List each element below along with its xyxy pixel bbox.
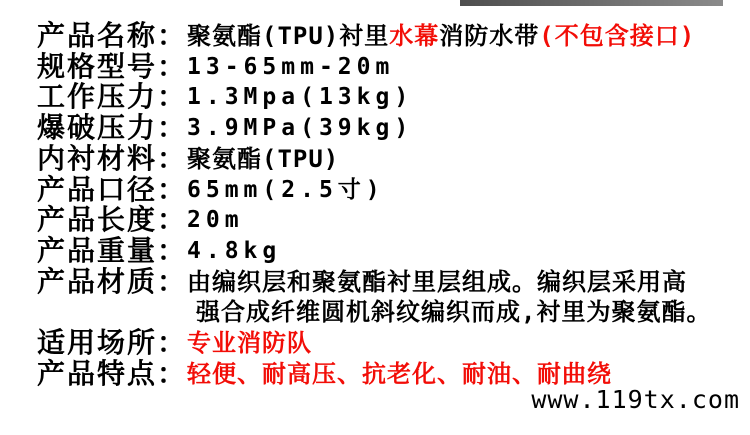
spec-value <box>187 175 385 206</box>
spec-value <box>187 205 244 236</box>
spec-value-segment-black: 65mm(2.5寸) <box>187 176 385 203</box>
spec-value-segment-red: (不包含接口) <box>539 22 696 50</box>
spec-row-application <box>0 328 750 359</box>
spec-label: 爆破压力： <box>37 112 188 144</box>
spec-row-weight <box>0 236 750 267</box>
spec-value-segment-black: 由编织层和聚氨酯衬里层组成。编织层采用高 <box>187 267 688 296</box>
spec-value-segment-black: 20m <box>187 207 244 234</box>
spec-value <box>187 267 711 328</box>
spec-value-segment-black: 1.3Mpa(13kg) <box>187 84 414 111</box>
spec-label: 内衬材料： <box>37 142 188 174</box>
spec-list <box>0 21 750 389</box>
spec-value-line <box>187 21 695 52</box>
spec-label: 规格型号： <box>37 50 188 82</box>
spec-value-segment-black: 聚氨酯(TPU)衬里 <box>187 22 390 50</box>
spec-value-line2: 强合成纤维圆机斜纹编织而成,衬里为聚氨酯。 <box>196 298 712 327</box>
spec-label: 产品长度： <box>37 204 188 236</box>
spec-row-diameter <box>0 175 750 206</box>
spec-label: 产品特点： <box>37 357 188 389</box>
spec-label: 产品名称： <box>37 20 188 51</box>
spec-value <box>187 144 339 175</box>
spec-row-product-name <box>0 21 750 52</box>
spec-row-length <box>0 205 750 236</box>
spec-value-line <box>187 175 385 206</box>
spec-value <box>187 21 695 52</box>
top-bar-remnant <box>460 0 723 6</box>
spec-row-burst-pressure <box>0 113 750 144</box>
spec-value-line <box>187 144 339 175</box>
spec-value-line <box>187 328 312 359</box>
spec-value-segment-red: 轻便、耐高压、抗老化、耐油、耐曲绕 <box>187 359 613 388</box>
spec-value <box>187 113 413 144</box>
spec-label: 产品口径： <box>37 173 188 205</box>
spec-value-line <box>187 82 413 113</box>
spec-value-segment-red: 水幕 <box>389 22 440 50</box>
spec-value-segment-black: 3.9MPa(39kg) <box>187 115 414 142</box>
spec-value <box>187 82 413 113</box>
website-watermark: www.119tx.com <box>531 385 740 414</box>
spec-label: 适用场所： <box>37 327 188 358</box>
spec-label: 产品材质： <box>37 265 188 297</box>
spec-value-line <box>187 236 281 267</box>
spec-value-line <box>187 205 244 236</box>
spec-value-segment-black: 13-65mm-20m <box>187 53 395 80</box>
spec-value-line <box>187 52 394 83</box>
spec-value-segment-black: 聚氨酯(TPU) <box>187 144 340 173</box>
spec-row-lining-material <box>0 144 750 175</box>
spec-row-working-pressure <box>0 82 750 113</box>
spec-value-segment-red: 专业消防队 <box>187 329 313 357</box>
spec-label: 工作压力： <box>37 81 188 113</box>
spec-row-material <box>0 267 750 328</box>
spec-row-spec-model <box>0 52 750 83</box>
spec-value <box>187 52 394 83</box>
spec-value-segment-black: 消防水带 <box>439 22 540 50</box>
spec-label: 产品重量： <box>37 234 188 266</box>
spec-value-line <box>187 267 711 298</box>
spec-value <box>187 328 312 359</box>
spec-value <box>187 236 281 267</box>
spec-value-line <box>187 113 413 144</box>
spec-value-segment-black: 4.8kg <box>187 237 282 264</box>
